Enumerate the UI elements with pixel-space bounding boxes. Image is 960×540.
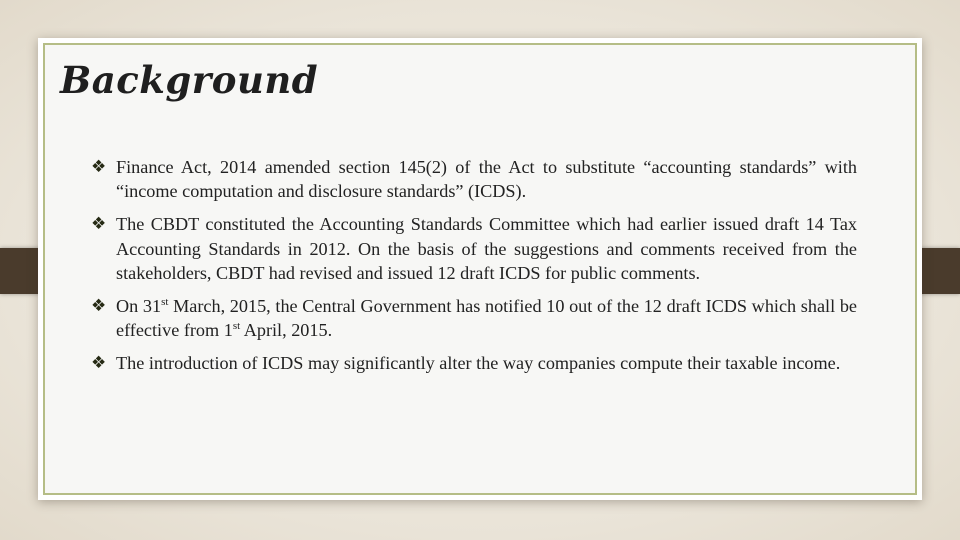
bullet-list	[91, 155, 857, 385]
ordinal-suffix: st	[161, 296, 169, 309]
bullet-item	[91, 212, 857, 285]
bullet-text: The CBDT constituted the Accounting Standards Committee which had earlier issued draft 14 Tax Accounting Standards in 2012. On the basis of the suggestions and comments received from the stakeholders, CBDT had revised and issued 12 draft ICDS for public comments.	[116, 214, 857, 283]
bullet-text: The introduction of ICDS may significantly alter the way companies compute their taxable income.	[116, 353, 841, 374]
ordinal-suffix: st	[232, 320, 241, 333]
bullet-text-part: April, 2015.	[240, 320, 333, 341]
bullet-item	[91, 294, 857, 342]
bullet-item	[91, 351, 857, 375]
diamond-bullet-icon: ❖	[91, 296, 107, 317]
bullet-text-part: March, 2015, the Central Government has notified 10 out of the 12 draft ICDS which shall be effective from 1	[116, 296, 857, 341]
diamond-bullet-icon: ❖	[91, 353, 107, 374]
diamond-bullet-icon: ❖	[91, 157, 107, 177]
bullet-text-part: On 31	[116, 296, 162, 317]
bullet-text	[116, 296, 857, 340]
slide-title: Background	[60, 58, 319, 102]
bullet-text: Finance Act, 2014 amended section 145(2) of the Act to substitute “accounting standards” with “income computation and disclosure standards” (ICDS).	[116, 157, 857, 202]
bullet-item	[91, 155, 857, 203]
diamond-bullet-icon: ❖	[91, 214, 107, 235]
